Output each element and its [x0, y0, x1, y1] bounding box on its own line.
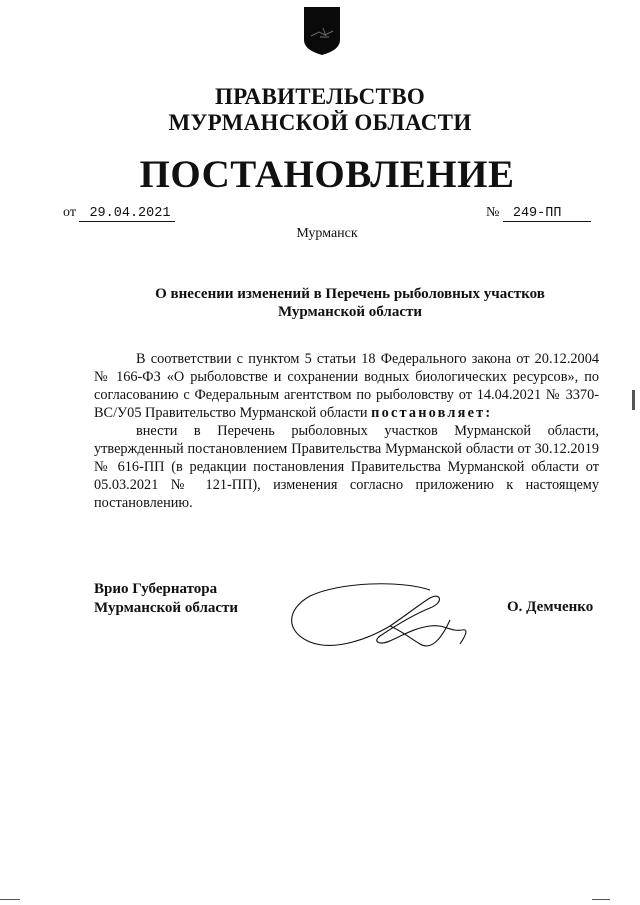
number-row [486, 205, 591, 222]
signatory-name: О. Демченко [507, 599, 594, 615]
coat-of-arms-icon [303, 6, 341, 56]
document-type: ПОСТАНОВЛЕНИЕ [139, 153, 515, 196]
decree-word: постановляет: [371, 405, 493, 421]
document-date: 29.04.2021 [79, 206, 175, 222]
subject-line2: Мурманской области [277, 304, 423, 320]
document-subject [120, 285, 580, 321]
body-paragraph-1-text: В соответствии с пунктом 5 статьи 18 Федерального закона от 20.12.2004 № 166-ФЗ «О рыболовстве и сохранении водных биологических ресурсов», по согласованию с Федеральным агентством по рыболовству от 14.04.2021 № 3370-ВС/У05 Правительство Мурманской области [94, 351, 599, 421]
body-paragraph-1 [94, 350, 599, 422]
government-title-line2: МУРМАНСКОЙ ОБЛАСТИ [168, 110, 472, 135]
scan-edge-mark [632, 390, 635, 410]
signatory-position-line2: Мурманской области [94, 600, 239, 616]
signatory-position [94, 580, 238, 618]
scan-footer-mark-right [592, 899, 610, 900]
number-prefix: № [486, 205, 500, 220]
government-title-line1: ПРАВИТЕЛЬСТВО [214, 84, 426, 109]
body-paragraph-2: внести в Перечень рыболовных участков Мурманской области, утвержденный постановлением Правительства Мурманской области от 30.12.2019 № 616-ПП (в редакции постановления Правительства Мурманской области от 05.03.2021 № 121-ПП), изменения согласно приложению к настоящему постановлению. [94, 423, 599, 511]
date-prefix: от [63, 205, 76, 220]
document-body [94, 350, 599, 512]
signatory-position-line1: Врио Губернатора [94, 581, 218, 597]
document-number: 249-ПП [503, 206, 592, 222]
scan-footer-mark-left [0, 899, 20, 900]
government-title [0, 84, 640, 136]
handwritten-signature [280, 580, 500, 660]
subject-line1: О внесении изменений в Перечень рыболовных участков [155, 286, 545, 302]
city: Мурманск [296, 226, 358, 241]
date-row [63, 205, 175, 222]
